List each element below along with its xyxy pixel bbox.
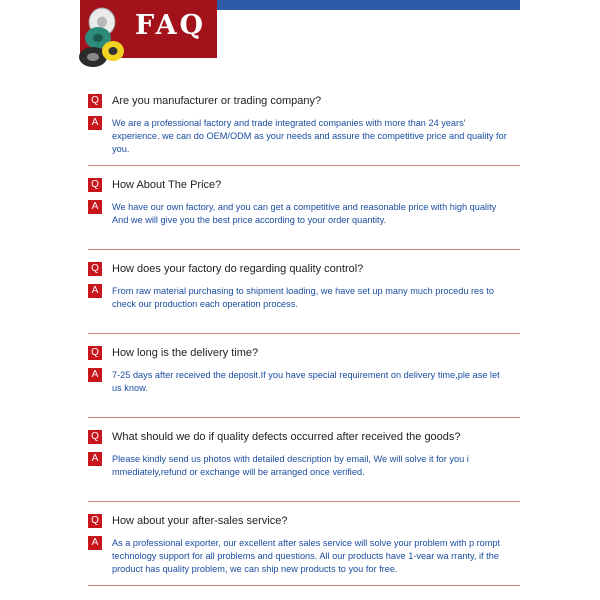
question-badge: Q — [88, 346, 102, 360]
divider — [88, 249, 520, 250]
answer-text: From raw material purchasing to shipment loading, we have set up many much procedu res to check our production each operation process. — [112, 286, 494, 310]
answer-badge: A — [88, 536, 102, 550]
question-text: How About The Price? — [112, 179, 222, 191]
faq-item — [88, 336, 520, 420]
question-badge: Q — [88, 94, 102, 108]
question-text: What should we do if quality defects occurred after received the goods? — [112, 431, 461, 443]
divider — [88, 417, 520, 418]
faq-list — [88, 84, 520, 588]
question-text: How about your after-sales service? — [112, 515, 288, 527]
question-text: How does your factory do regarding quality control? — [112, 263, 364, 275]
answer-badge: A — [88, 200, 102, 214]
faq-item — [88, 168, 520, 252]
faq-item — [88, 252, 520, 336]
faq-item — [88, 84, 520, 168]
tape-spools-icon — [76, 2, 128, 70]
question-badge: Q — [88, 430, 102, 444]
answer-text: We are a professional factory and trade integrated companies with more than 24 years' experience. we can do OEM/ODM as your needs and assure the competitive price and quality for you. — [112, 118, 507, 155]
question-badge: Q — [88, 178, 102, 192]
divider — [88, 501, 520, 502]
answer-text: Please kindly send us photos with detailed description by email, We will solve it for you i mmediately,refund or exchange will be arranged once verified. — [112, 454, 469, 478]
faq-title: FAQ — [135, 10, 207, 41]
faq-item — [88, 504, 520, 588]
question-text: How long is the delivery time? — [112, 347, 259, 359]
question-text: Are you manufacturer or trading company? — [112, 95, 322, 107]
answer-badge: A — [88, 116, 102, 130]
faq-item — [88, 420, 520, 504]
answer-text: As a professional exporter, our excellent after sales service will solve your problem with p rompt technology support for all problems and questions. All our products have 1-vear wa rranty, if the product has quality problem, we can ship new products to you for free. — [112, 538, 501, 575]
question-badge: Q — [88, 514, 102, 528]
answer-badge: A — [88, 284, 102, 298]
answer-text: 7-25 days after received the deposit.If you have special requirement on delivery time,ple ase let us know. — [112, 370, 500, 394]
answer-badge: A — [88, 368, 102, 382]
divider — [88, 585, 520, 586]
divider — [88, 165, 520, 166]
question-badge: Q — [88, 262, 102, 276]
answer-badge: A — [88, 452, 102, 466]
divider — [88, 333, 520, 334]
answer-text: We have our own factory, and you can get a competitive and reasonable price with high quality And we will give you the best price according to your order quantity. — [112, 202, 497, 226]
